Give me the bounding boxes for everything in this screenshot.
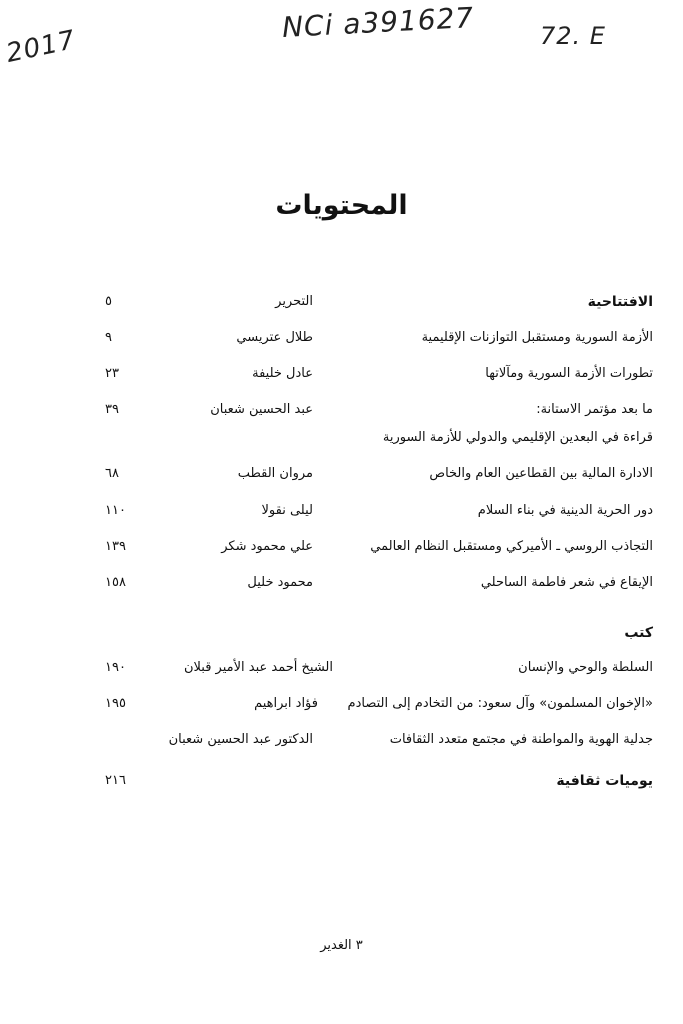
toc-title: تطورات الأزمة السورية ومآلاتها — [485, 366, 653, 381]
toc-author: محمود خليل — [247, 575, 313, 590]
toc-section-header — [100, 773, 653, 795]
toc-title: التجاذب الروسي ـ الأميركي ومستقبل النظام العالمي — [370, 539, 653, 554]
toc-author: الشيخ أحمد عبد الأمير قبلان — [183, 660, 333, 675]
handwritten-year: 2017 — [3, 25, 79, 69]
toc-page: ١١٠ — [105, 503, 126, 518]
toc-page: ٣٩ — [105, 402, 119, 417]
toc-entry — [100, 696, 653, 718]
toc-entry — [100, 660, 653, 682]
toc-title: الافتتاحية — [587, 294, 653, 310]
toc-title: السلطة والوحي والإنسان — [518, 660, 653, 675]
toc-author: ليلى نقولا — [261, 503, 313, 518]
toc-author: علي محمود شكر — [221, 539, 313, 554]
toc-page: ١٩٥ — [105, 696, 126, 711]
toc-page: ٦٨ — [105, 466, 119, 481]
toc-author: طلال عتريسي — [236, 330, 313, 345]
toc-entry — [100, 503, 653, 525]
toc-section-header — [100, 294, 653, 316]
toc-author: عادل خليفة — [252, 366, 313, 381]
toc-entry — [100, 539, 653, 561]
toc-page: ١٥٨ — [105, 575, 126, 590]
toc-section-header — [100, 625, 653, 647]
toc-page: ١٩٠ — [105, 660, 126, 675]
toc-title: كتب — [624, 625, 653, 641]
toc-title: «الإخوان المسلمون» وآل سعود: من التخادم إلى التصادم — [347, 696, 653, 711]
toc-entry-continuation — [100, 430, 653, 452]
toc-entry — [100, 466, 653, 488]
toc-author: مروان القطب — [237, 466, 313, 481]
toc-title: يوميات ثقافية — [556, 773, 653, 789]
handwritten-code: 72. E — [540, 22, 606, 50]
toc-entry — [100, 575, 653, 597]
toc-author: التحرير — [275, 294, 313, 309]
toc-page: ٢٣ — [105, 366, 119, 381]
toc-entry — [100, 732, 653, 754]
page-footer: ٣ الغدير — [320, 938, 363, 953]
toc-title: دور الحرية الدينية في بناء السلام — [477, 503, 653, 518]
toc-author: عبد الحسين شعبان — [210, 402, 313, 417]
toc-title: الإيقاع في شعر فاطمة الساحلي — [480, 575, 653, 590]
toc-author: الدكتور عبد الحسين شعبان — [168, 732, 313, 747]
toc-page: ١٣٩ — [105, 539, 126, 554]
toc-entry — [100, 402, 653, 424]
toc-title: الادارة المالية بين القطاعين العام والخاص — [429, 466, 653, 481]
toc-title: الأزمة السورية ومستقبل التوازنات الإقليمية — [421, 330, 653, 345]
handwritten-reference: NCi a391627 — [281, 0, 475, 45]
page-title: المحتويات — [275, 190, 408, 222]
toc-entry — [100, 366, 653, 388]
toc-title: جدلية الهوية والمواطنة في مجتمع متعدد الثقافات — [389, 732, 653, 747]
toc-author: فؤاد ابراهيم — [254, 696, 318, 711]
toc-title: قراءة في البعدين الإقليمي والدولي للأزمة السورية — [382, 430, 653, 445]
toc-page: ٢١٦ — [105, 773, 126, 788]
toc-page: ٩ — [105, 330, 112, 345]
toc-title: ما بعد مؤتمر الاستانة: — [536, 402, 653, 417]
toc-page: ٥ — [105, 294, 112, 309]
toc-entry — [100, 330, 653, 352]
